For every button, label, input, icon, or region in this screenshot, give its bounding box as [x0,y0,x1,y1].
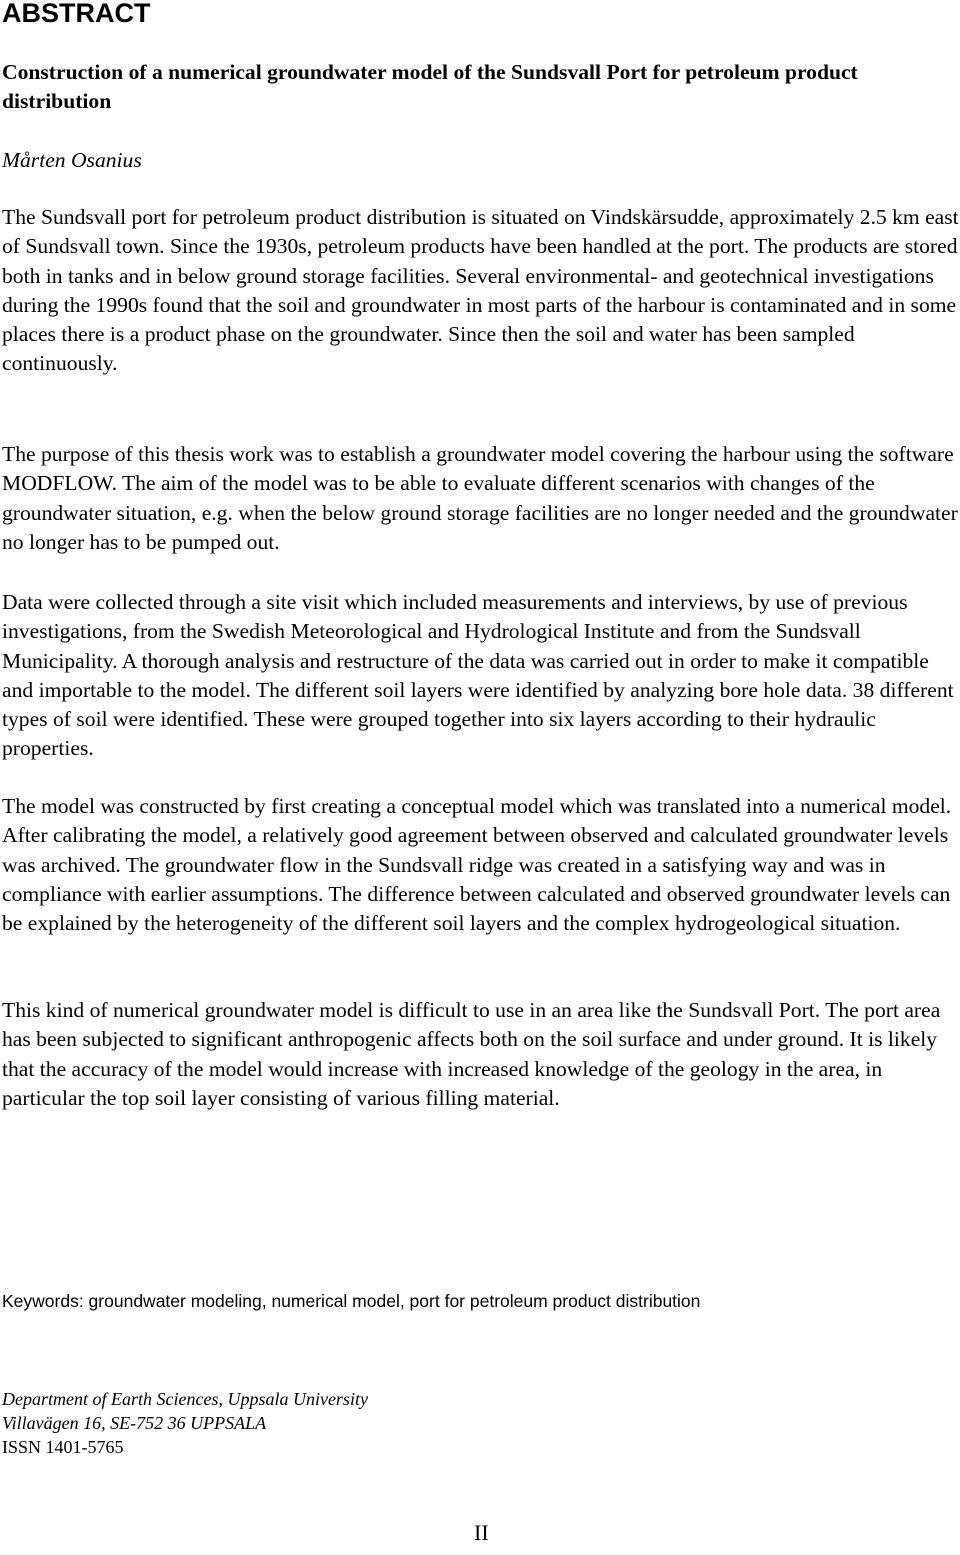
author-name: Mårten Osanius [2,148,142,172]
abstract-paragraph-5: This kind of numerical groundwater model is difficult to use in an area like the Sundsvall Port. The port area has been subjected to significant anthropogenic affects both on the soil surface and under ground. It is likely that the accuracy of the model would increase with increased knowledge of the geology in the area, in particular the top soil layer consisting of various filling material. [2,998,941,1110]
affiliation-block [2,1387,368,1459]
abstract-paragraph-3: Data were collected through a site visit which included measurements and interviews, by use of previous investigations, from the Swedish Meteorological and Hydrological Institute and from the Sundsvall Municipality. A thorough analysis and restructure of the data was carried out in order to make it compatible and importable to the model. The different soil layers were identified by analyzing bore hole data. 38 different types of soil were identified. These were grouped together into six layers according to their hydraulic properties. [2,590,954,761]
abstract-paragraph-2: The purpose of this thesis work was to establish a groundwater model covering the harbour using the software MODFLOW. The aim of the model was to be able to evaluate different scenarios with changes of the groundwater situation, e.g. when the below ground storage facilities are no longer needed and the groundwater no longer has to be pumped out. [2,442,958,554]
section-heading: ABSTRACT [2,0,151,28]
abstract-paragraph-4: The model was constructed by first creating a conceptual model which was translated into a numerical model. After calibrating the model, a relatively good agreement between observed and calculated groundwater levels was archived. The groundwater flow in the Sundsvall ridge was created in a satisfying way and was in compliance with earlier assumptions. The difference between calculated and observed groundwater levels can be explained by the heterogeneity of the different soil layers and the complex hydrogeological situation. [2,794,952,936]
issn-number: ISSN 1401-5765 [2,1437,124,1457]
page-number: II [474,1520,489,1545]
department-address: Villavägen 16, SE-752 36 UPPSALA [2,1413,267,1433]
abstract-paragraph-1: The Sundsvall port for petroleum product distribution is situated on Vindskärsudde, approximately 2.5 km east of Sundsvall town. Since the 1930s, petroleum products have been handled at the port. The products are stored both in tanks and in below ground storage facilities. Several environmental- and geotechnical investigations during the 1990s found that the soil and groundwater in most parts of the harbour is contaminated and in some places there is a product phase on the groundwater. Since then the soil and water has been sampled continuously. [2,205,959,376]
keywords-line: Keywords: groundwater modeling, numerical model, port for petroleum product distribution [2,1291,701,1311]
document-page [2,0,960,1555]
thesis-title: Construction of a numerical groundwater model of the Sundsvall Port for petroleum product distribution [2,60,858,114]
department-name: Department of Earth Sciences, Uppsala University [2,1389,368,1409]
